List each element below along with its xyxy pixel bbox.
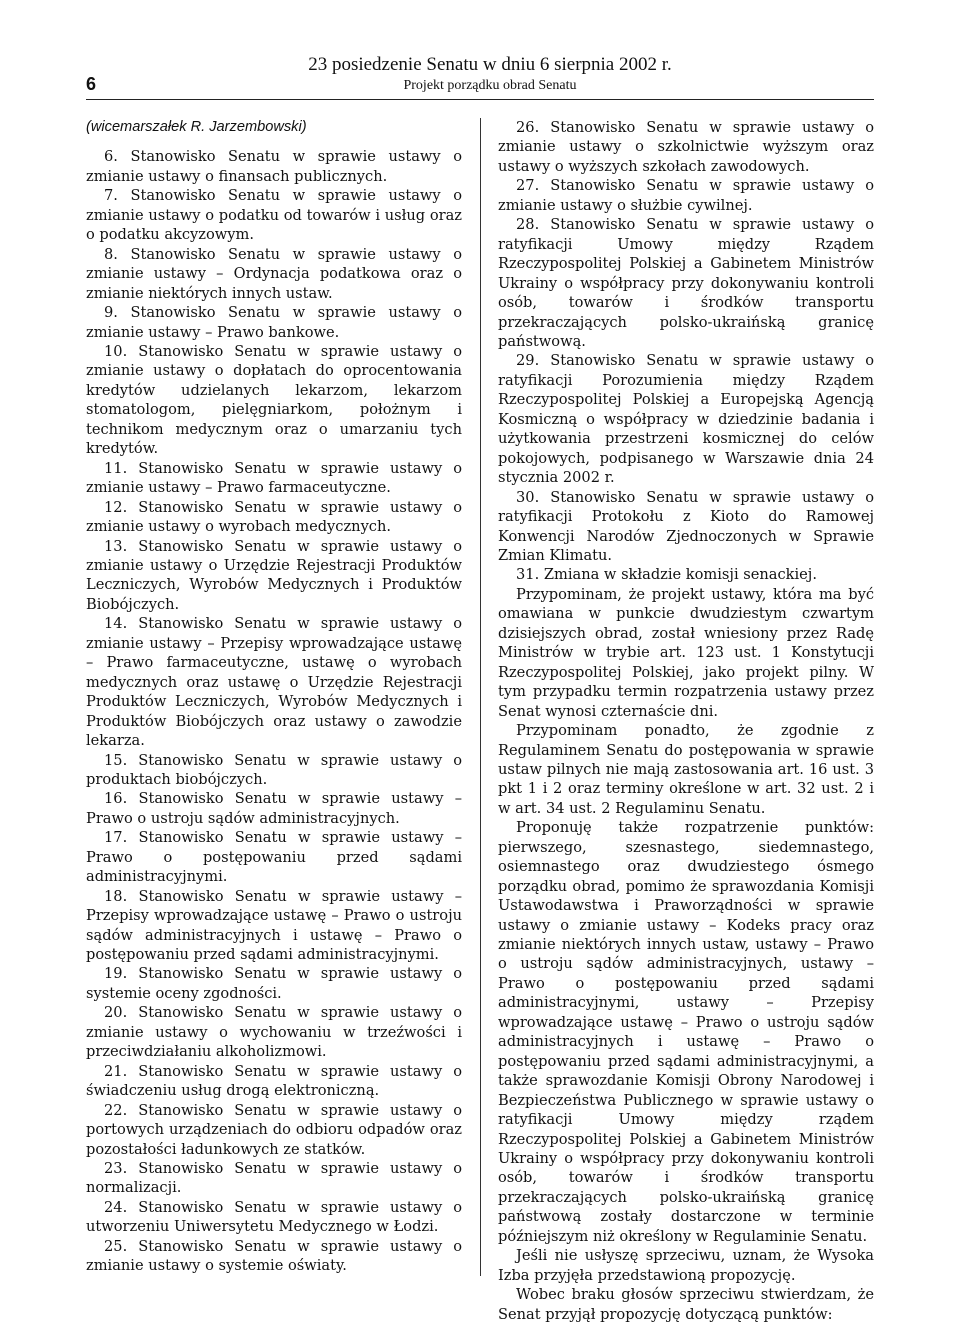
agenda-item-14: 14. Stanowisko Senatu w sprawie ustawy o zmianie ustawy – Przepisy wprowadzające ustawę – Prawo farmaceutyczne, ustawę o wyrobach medycznych oraz ustawę o Urzędzie Rejestracji Produktów Leczniczych, Wyrobów Medycznych i Produktów Biobójczych oraz ustawy o zawodzie lekarza. (86, 615, 462, 750)
header-divider (86, 99, 874, 100)
body-paragraph: Przypominam, że projekt ustawy, która ma być omawiana w punkcie dwudziestym czwartym dzisiejszych obrad, został wniesiony przez Radę Ministrów w trybie art. 123 ust. 1 Konstytucji Rzeczypospolitej Polskiej, jako projekt pilny. W tym przypadku termin rozpatrzenia ustawy przez Senat wynosi czternaście dni. (498, 585, 874, 720)
agenda-item-17: 17. Stanowisko Senatu w sprawie ustawy – Prawo o postępowaniu przed sądami administracyjnymi. (86, 829, 462, 886)
agenda-item-6: 6. Stanowisko Senatu w sprawie ustawy o zmianie ustawy o finansach publicznych. (86, 148, 462, 185)
agenda-item-9: 9. Stanowisko Senatu w sprawie ustawy o zmianie ustawy – Prawo bankowe. (86, 304, 462, 341)
agenda-item-23: 23. Stanowisko Senatu w sprawie ustawy o normalizacji. (86, 1160, 462, 1197)
agenda-item-24: 24. Stanowisko Senatu w sprawie ustawy o utworzeniu Uniwersytetu Medycznego w Łodzi. (86, 1198, 462, 1236)
agenda-item-28: 28. Stanowisko Senatu w sprawie ustawy o ratyfikacji Umowy między Rządem Rzeczypospolitej Polskiej a Gabinetem Ministrów Ukrainy o współpracy przy dokonywaniu kontroli osób, towarów i środków transportu przekraczających polsko-ukraińską granicę państwową. (498, 216, 874, 350)
agenda-item-31: 31. Zmiana w składzie komisji senackiej. (516, 566, 817, 584)
agenda-item-15: 15. Stanowisko Senatu w sprawie ustawy o produktach biobójczych. (86, 751, 462, 788)
right-column (498, 118, 874, 1324)
agenda-item-10: 10. Stanowisko Senatu w sprawie ustawy o zmianie ustawy o dopłatach do oprocentowania kredytów udzielanych lekarzom, lekarzom stomatologom, pielęgniarkom, położnym i technikom medycznym oraz o umarzaniu tych kredytów. (86, 342, 462, 458)
page-number: 6 (86, 74, 97, 94)
agenda-item-27: 27. Stanowisko Senatu w sprawie ustawy o zmianie ustawy o służbie cywilnej. (498, 177, 874, 214)
agenda-item-12: 12. Stanowisko Senatu w sprawie ustawy o zmianie ustawy o wyrobach medycznych. (86, 498, 462, 536)
agenda-item-18: 18. Stanowisko Senatu w sprawie ustawy – Przepisy wprowadzające ustawę – Prawo o ustroju sądów administracyjnych i ustawę – Prawo o postępowaniu przed sądami administracyjnymi. (86, 887, 462, 964)
agenda-item-25: 25. Stanowisko Senatu w sprawie ustawy o zmianie ustawy o systemie oświaty. (86, 1237, 462, 1275)
agenda-item-13: 13. Stanowisko Senatu w sprawie ustawy o zmianie ustawy o Urzędzie Rejestracji Produktów Leczniczych, Wyrobów Medycznych i Produktów Biobójczych. (86, 537, 462, 613)
agenda-item-22: 22. Stanowisko Senatu w sprawie ustawy o portowych urządzeniach do odbioru odpadów oraz pozostałości ładunkowych ze statków. (86, 1101, 462, 1158)
agenda-item-11: 11. Stanowisko Senatu w sprawie ustawy o zmianie ustawy – Prawo farmaceutyczne. (86, 459, 462, 497)
left-column (86, 118, 462, 1276)
body-paragraph: Wobec braku głosów sprzeciwu stwierdzam, że Senat przyjął propozycję dotyczącą punktów: (498, 1286, 874, 1323)
agenda-item-8: 8. Stanowisko Senatu w sprawie ustawy o zmianie ustawy – Ordynacja podatkowa oraz o zmianie niektórych innych ustaw. (86, 245, 462, 302)
body-paragraph: Jeśli nie usłyszę sprzeciwu, uznam, że Wysoka Izba przyjęła przedstawioną propozycję. (498, 1247, 874, 1284)
agenda-item-21: 21. Stanowisko Senatu w sprawie ustawy o świadczeniu usług drogą elektroniczną. (86, 1062, 462, 1100)
column-divider (480, 118, 481, 1276)
agenda-item-30: 30. Stanowisko Senatu w sprawie ustawy o ratyfikacji Protokołu z Kioto do Ramowej Konwencji Narodów Zjednoczonych w Sprawie Zmian Klimatu. (498, 488, 874, 564)
agenda-item-19: 19. Stanowisko Senatu w sprawie ustawy o systemie oceny zgodności. (86, 965, 462, 1002)
body-paragraph: Przypominam ponadto, że zgodnie z Regulaminem Senatu do postępowania w sprawie ustaw pilnych nie mają zastosowania art. 16 ust. 3 pkt 1 i 2 oraz terminy określone w art. 32 ust. 2 i w art. 34 ust. 2 Regulaminu Senatu. (498, 722, 874, 817)
speaker-label: (wicemarszałek R. Jarzembowski) (86, 119, 307, 135)
session-title: 23 posiedzenie Senatu w dniu 6 sierpnia 2002 r. (308, 54, 672, 75)
agenda-item-26: 26. Stanowisko Senatu w sprawie ustawy o zmianie ustawy o szkolnictwie wyższym oraz ustawy o wyższych szkołach zawodowych. (498, 119, 874, 175)
agenda-item-16: 16. Stanowisko Senatu w sprawie ustawy – Prawo o ustroju sądów administracyjnych. (86, 790, 462, 827)
agenda-item-29: 29. Stanowisko Senatu w sprawie ustawy o ratyfikacji Porozumienia między Rządem Rzeczypospolitej Polskiej a Europejską Agencją Kosmiczną o współpracy w dziedzinie badania i użytkowania przestrzeni kosmicznej do celów pokojowych, podpisanego w Warszawie dnia 24 stycznia 2002 r. (498, 352, 874, 487)
section-subtitle: Projekt porządku obrad Senatu (403, 78, 577, 93)
agenda-item-7: 7. Stanowisko Senatu w sprawie ustawy o zmianie ustawy o podatku od towarów i usług oraz o podatku akcyzowym. (86, 187, 462, 244)
body-paragraph: Proponuję także rozpatrzenie punktów: pierwszego, szesnastego, siedemnastego, osiemnastego oraz dwudziestego ósmego porządku obrad, pomimo że sprawozdania Komisji Ustawodawstwa i Praworządności w sprawie ustawy o zmianie ustawy – Kodeks pracy oraz zmianie niektórych innych ustaw, ustawy – Prawo o ustroju sądów administracyjnych, ustawy – Prawo o postępowaniu przed sądami administracyjnymi, ustawy – Przepisy wprowadzające ustawę – Prawo o ustroju sądów administracyjnych i ustawę – Prawo o postępowaniu przed sądami administracyjnymi, a także sprawozdanie Komisji Obrony Narodowej i Bezpieczeństwa Publicznego w sprawie ustawy o ratyfikacji Umowy między rządem Rzeczypospolitej Polskiej a Gabinetem Ministrów Ukrainy o współpracy przy dokonywaniu kontroli osób, towarów i środków transportu przekraczających polsko-ukraińską granicę państwową zostały dostarczone w terminie późniejszym niż określony w Regulaminie Senatu. (498, 819, 874, 1245)
agenda-item-20: 20. Stanowisko Senatu w sprawie ustawy o zmianie ustawy o wychowaniu w trzeźwości i przeciwdziałaniu alkoholizmowi. (86, 1004, 462, 1061)
